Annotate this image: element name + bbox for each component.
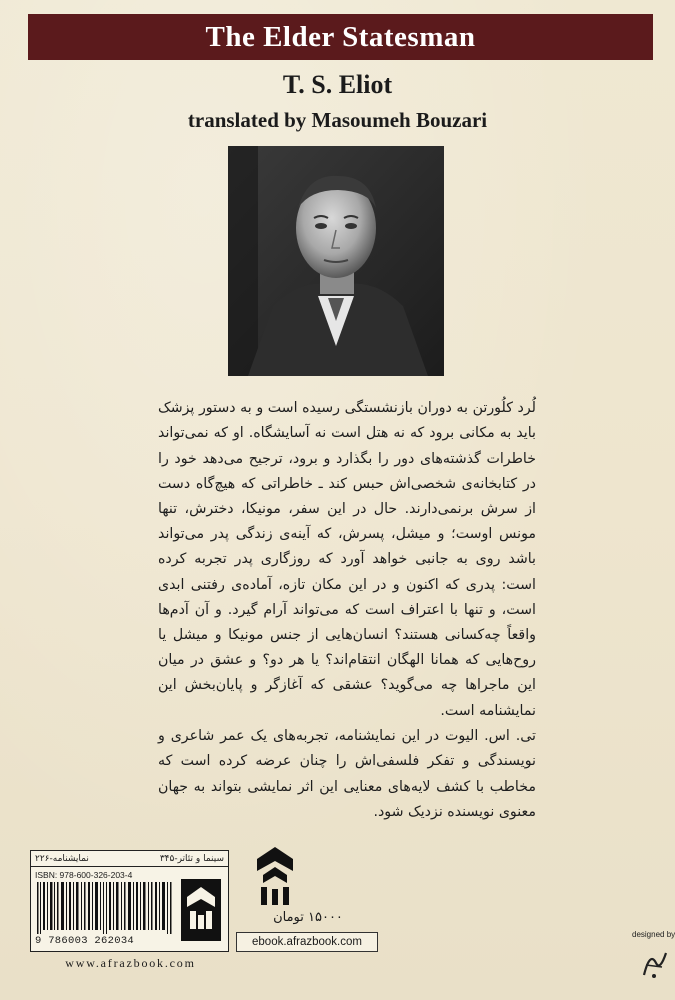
category-left: نمایشنامه-۲۲۶: [35, 853, 89, 864]
price-label: ۱۵۰۰۰ تومان: [273, 910, 343, 925]
synopsis-paragraph-1: لُرد کلُورتن به دوران بازنشستگی رسیده است و به دستور پزشک باید به مکانی برود که نه هتل است نه آسایشگاه. او که نمی‌تواند خاطرات گذشته‌های دور را بگذارد و برود، ترجیح می‌دهد خود را در کتابخانه‌ی شخصی‌اش حبس کند ـ خاطراتی که هیچ‌گاه دست از سرش برنمی‌دارند. حال در این سفر، مونیکا، دخترش، تنها مونس اوست؛ و میشل، پسرش، که آینه‌ی زندگی پدر می‌تواند باشد روی به جانبی خواهد آورد که روزگاری پدر تجربه کرده است: پدری که اکنون و در این مکان تازه، آماده‌ی رفتنی ابدی است، و تنها با اعتراف است که می‌تواند آرام گیرد. و آن آدم‌ها واقعاً چه‌کسانی هستند؟ انسان‌هایی از جنس مونیکا و میشل یا روح‌هایی که همانا الهگان انتقام‌اند؟ یا هر دو؟ و عشق در میان این ماجراها چه می‌گوید؟ عشقی که آغازگر و پایان‌بخش این نمایشنامه است.: [158, 400, 536, 719]
barcode-icon: [35, 882, 175, 934]
designer-signature-icon: [640, 945, 670, 980]
author-portrait-photo: [228, 146, 444, 376]
category-right: سینما و تئاتر-۳۴۵: [159, 853, 224, 864]
barcode-digits: 9 786003 262034: [35, 935, 135, 947]
isbn-text: ISBN: 978-600-326-203-4: [35, 870, 133, 880]
translator-credit: translated by Masoumeh Bouzari: [187, 108, 488, 132]
category-strip: [31, 851, 228, 867]
synopsis-paragraph-2: تی. اس. الیوت در این نمایشنامه، تجربه‌های یک عمر شاعری و نویسندگی و تفکر فلسفی‌اش را چنان عرضه کرده است که مخاطب با کشف لایه‌های معنایی این اثر نمایشی بتواند به جهان معنوی نویسنده نزدیک شود.: [158, 728, 536, 820]
author-name: T. S. Eliot: [282, 70, 393, 99]
ebook-link[interactable]: ebook.afrazbook.com: [236, 932, 378, 952]
designed-by-label: designed by: [632, 930, 675, 939]
afraz-logo-icon: [181, 879, 221, 941]
afraz-logo-icon: [255, 845, 295, 910]
title-band: [28, 14, 653, 60]
author-portrait: [228, 146, 444, 376]
book-title: The Elder Statesman: [205, 20, 476, 53]
barcode-box: [30, 850, 229, 952]
publisher-website: www.afrazbook.com: [65, 956, 196, 970]
